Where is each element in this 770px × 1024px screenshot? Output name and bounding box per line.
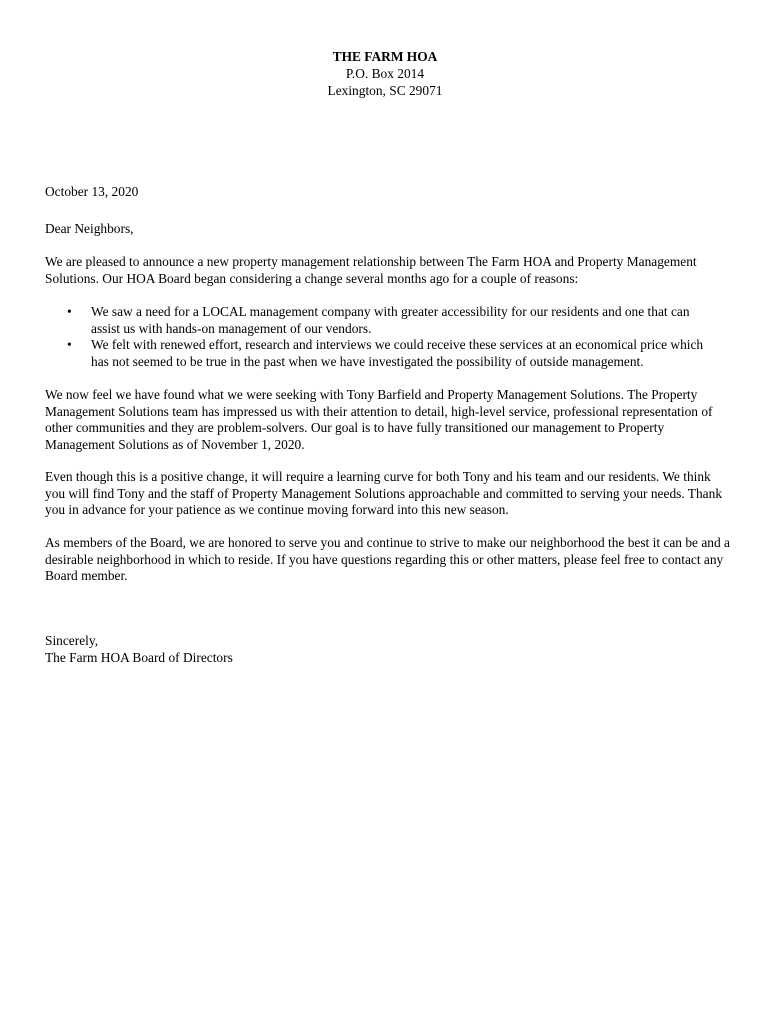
address-line-2: Lexington, SC 29071 — [327, 83, 443, 98]
list-item-line: We felt with renewed effort, research and interviews we could receive these services at an economical price which — [91, 337, 704, 352]
list-item-line: has not seemed to be true in the past when we have investigated the possibility of outside management. — [91, 353, 644, 369]
bullet-icon: • — [67, 337, 72, 352]
bullet-icon: • — [67, 304, 72, 319]
list-item-line: We saw a need for a LOCAL management company with greater accessibility for our residents and one that can — [91, 304, 690, 319]
intro-paragraph: We are pleased to announce a new property management relationship between The Farm HOA and Property Management Solutions. Our HOA Board began considering a change several months ago for a couple of reasons: — [45, 254, 697, 286]
board-paragraph: As members of the Board, we are honored to serve you and continue to strive to make our neighborhood the best it can be and a desirable neighborhood in which to reside. If you have questions regarding this or other matters, please feel free to contact any Board member. — [45, 535, 730, 583]
valediction: Sincerely, — [45, 633, 99, 648]
list-item-line: assist us with hands-on management of our vendors. — [91, 320, 372, 336]
found-paragraph: We now feel we have found what we were seeking with Tony Barfield and Property Management Solutions. The Property Management Solutions team has impressed us with their attention to detail, high-level service, professional representation of other communities and they are problem-solvers. Our goal is to have fully transitioned our management to Property Management Solutions as of November 1, 2020. — [45, 387, 713, 452]
closing — [45, 633, 730, 666]
reasons-list — [45, 304, 735, 370]
organization-name: THE FARM HOA — [332, 49, 438, 64]
list-item — [45, 304, 735, 337]
letterhead — [0, 48, 770, 99]
letter-date: October 13, 2020 — [45, 184, 139, 199]
list-item — [45, 337, 735, 370]
change-paragraph: Even though this is a positive change, it will require a learning curve for both Tony and his team and our residents. We think you will find Tony and the staff of Property Management Solutions approachable and committed to serving your needs. Thank you in advance for your patience as we continue moving forward into this new season. — [45, 469, 723, 517]
address-line-1: P.O. Box 2014 — [345, 66, 425, 81]
signatory: The Farm HOA Board of Directors — [45, 649, 233, 665]
salutation: Dear Neighbors, — [45, 221, 134, 236]
